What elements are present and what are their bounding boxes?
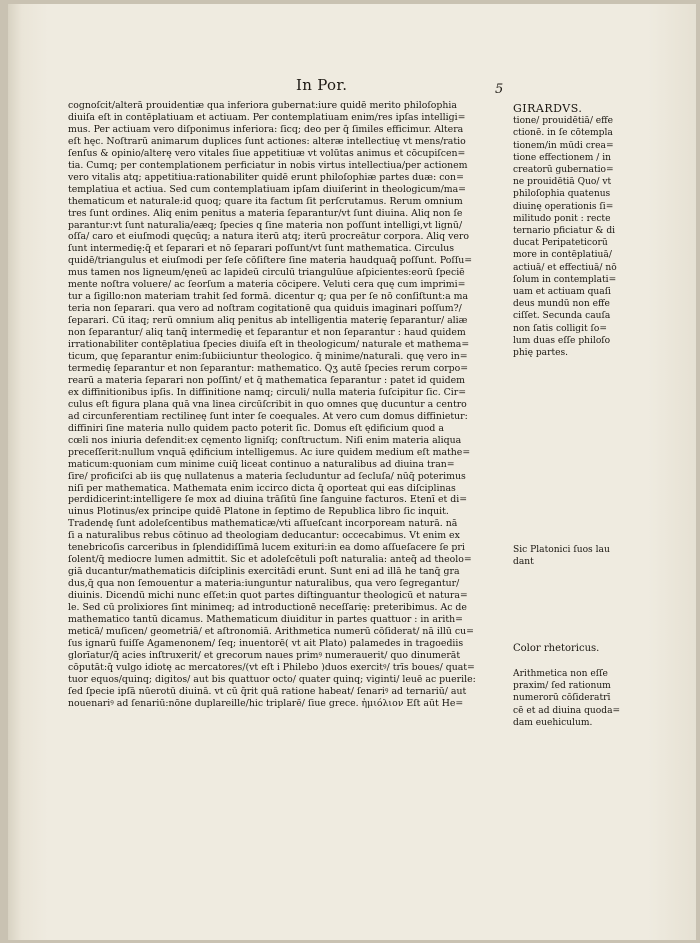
margin-line: ternario pficiatur & di bbox=[513, 226, 616, 237]
text-line: diuinis. Dicendū michi nunc eſſet:in quot partes diſtinguantur theologicū et natura= bbox=[68, 590, 468, 602]
text-line: maticum:quoniam cum minime cuiq̄ liceat continuo a naturalibus ad diuina tran= bbox=[68, 458, 455, 470]
text-line: vero vitalis atq; appetitiua:rationabiliter quidē erunt philoſophiæ partes duæ: con= bbox=[68, 171, 464, 183]
margin-line: ſolum in contemplati= bbox=[513, 274, 617, 285]
text-line: ſi a naturalibus rebus cōtinuo ad theologiam deducantur: occecabimus. Vt enim ex bbox=[68, 530, 460, 542]
text-line: nouenariꝰ ad ſenariū:nōne duplareille/hic triplarē/ ſiue grece. ἡμιόλιον Eſt aūt He= bbox=[68, 697, 464, 709]
marginal-note-girardus bbox=[513, 103, 635, 359]
margin-line: tionem/in mūdi crea= bbox=[513, 140, 614, 151]
text-line: dus,q̄ qua non ſemouentur a materia:iunguntur naturalibus, qua vero ſegregantur/ bbox=[68, 578, 460, 590]
text-line: giā ducantur/mathematicis diſciplinis exercitādi erunt. Sunt eni ad illā he tanq̄ gra bbox=[68, 566, 460, 578]
text-line: irrationabiliter contēplatiua ſpecies diuiſa eſt in theologicum/ naturale et mathema= bbox=[68, 339, 470, 351]
text-line: meticā/ muſicen/ geometriā/ et aſtronomiā. Arithmetica numerū cōſiderat/ nā illū cu= bbox=[68, 625, 474, 637]
margin-line: Color rhetoricus. bbox=[513, 643, 600, 654]
margin-line: non ſatis colligit ſo= bbox=[513, 323, 608, 334]
margin-line: phię partes. bbox=[513, 348, 569, 359]
running-head: In Por. bbox=[296, 76, 348, 94]
margin-line: ctionē. in ſe cōtempla bbox=[513, 128, 613, 139]
margin-line: numerorū cōſideratrī bbox=[513, 693, 611, 704]
text-line: ſolent/q̄ mediocre lumen admittit. Sic et adoleſcētuli poſt naturalia: anteq̄ ad theolo= bbox=[68, 554, 472, 566]
text-line: ad circunferentiam rectilineę ſunt inter ſe coequales. At vero cum domus diffinietur: bbox=[68, 410, 468, 422]
text-line: perdidicerint:intelligere ſe mox ad diuina trāſitū ſine ſanguine facturos. Etenī et di= bbox=[68, 494, 468, 506]
margin-line: ducat Peripateticorū bbox=[513, 238, 608, 249]
text-line: niſi per mathematica. Mathemata enim iccirco dicta q̄ oporteat qui eas diſciplinas bbox=[68, 482, 456, 494]
text-line: ſunt intermedię:q̄ et ſeparari et nō ſeparari poſſunt/vt ſunt mathematica. Circulus bbox=[68, 243, 455, 255]
text-line: uinus Plotinus/ex principe quidē Platone in ſeptimo de Republica libro ſic inquit. bbox=[68, 506, 449, 518]
margin-line: GIRARDVS. bbox=[513, 103, 583, 115]
text-line: diffiniri ſine materia nullo quidem pacto poterit ſic. Domus eſt ędificium quod a bbox=[68, 422, 444, 434]
text-line: ſeparari. Cū itaq; rerū omnium aliq penitus ab intelligentia materię ſeparantur/ aliæ bbox=[68, 315, 468, 327]
margin-line: militudo ponit : recte bbox=[513, 213, 611, 224]
margin-line: tione/ prouidētiā/ effe bbox=[513, 116, 614, 127]
text-line: le. Sed cū prolixiores ſint minimeq; ad introductionē neceſſarię: preteribimus. Ac de bbox=[68, 602, 467, 614]
text-line: oſſa/ caro et eiuſmodi quęcūq; a natura iterū atq; iterū procreātur corpora. Aliq vero bbox=[68, 231, 470, 243]
text-line: non ſeparantur/ aliq tanq̄ intermedię et ſeparantur et non ſeparantur : haud quidem bbox=[68, 327, 466, 339]
text-line: cognoſcit/alterā prouidentiæ qua inferiora gubernat:iure quidē merito philoſophia bbox=[68, 100, 457, 111]
text-line: tia. Cumq; per contemplationem perficiatur in nobis virtus intellectiua/per actionem bbox=[68, 159, 468, 171]
text-line: tres ſunt ordines. Aliq enim penitus a materia ſeparantur/vt ſunt diuina. Aliq non ſe bbox=[68, 207, 463, 219]
text-line: mus. Per actiuam vero diſponimus inferiora: ſicq; deo per q̄ ſimiles efficimur. Altera bbox=[68, 123, 464, 135]
margin-line: dam euehiculum. bbox=[513, 717, 593, 728]
text-line: cœli nos iniuria defendit:ex cęmento ligniſq; conſtructum. Niſi enim materia aliqua bbox=[68, 434, 462, 446]
margin-line: Sic Platonici ſuos lau bbox=[513, 545, 610, 555]
margin-line: tione effectionem / in bbox=[513, 152, 611, 163]
text-line: eſt hęc. Noſtrarū animarum duplices ſunt actiones: alteræ intellectiuę vt mens/ratio bbox=[68, 135, 466, 147]
text-line: thematicum et naturale:id quoq; quare ita factum ſit perſcrutamus. Rerum omnium bbox=[68, 195, 463, 207]
text-line: mus tamen nos ligneum/ęneū ac lapideū circulū triangulūue aſpicientes:eorū ſpeciē bbox=[68, 267, 465, 279]
page-number: 5 bbox=[495, 82, 504, 97]
text-line: templatiua et actiua. Sed cum contemplatiuam ipſam diuiſerint in theologicum/ma= bbox=[68, 183, 466, 195]
margin-line: creatorū gubernatio= bbox=[513, 165, 614, 176]
margin-line: ciſſet. Secunda cauſa bbox=[513, 311, 611, 322]
text-line: ſed ſpecie ipſā nūerotū diuinā. vt cū q̄rit quā ratione habeat/ ſenariꝰ ad ternariū/ aut bbox=[68, 685, 467, 697]
margin-line: cē et ad diuina quoda= bbox=[513, 705, 621, 716]
marginal-note-color-rhetoricus bbox=[513, 643, 635, 655]
text-line: ex diffinitionibus ipſis. In diffinitione namq; circuli/ nulla materia ſuſcipitur ſic. Cir= bbox=[68, 386, 467, 398]
text-line: culus eſt figura plana quā vna linea circūſcribit in quo omnes quę ducuntur a centro bbox=[68, 398, 467, 410]
margin-line: praxim/ ſed rationum bbox=[513, 681, 611, 692]
text-line: teria non ſeparari. qua vero ad noſtram cogitationē qua quiduis imaginari poſſum?/ bbox=[68, 303, 462, 315]
text-line: ſire/ proficiſci ab iis quę nullatenus a materia ſecluduntur ad ſecluſa/ nūq̄ poterimus bbox=[68, 470, 466, 482]
text-line: Tradendę ſunt adoleſcentibus mathematicæ/vti aſſueſcant incorpoream naturā. nā bbox=[68, 518, 458, 530]
margin-line: diuinę operationis ſi= bbox=[513, 201, 614, 212]
margin-line: deus mundū non effe bbox=[513, 299, 610, 310]
text-line: tur a ſigillo:non materiam trahit ſed formā. dicentur q; qua per ſe nō conſiſtunt:a ma bbox=[68, 291, 469, 303]
text-line: rearū a materia ſeparari non poſſint/ et q̄ mathematica ſeparantur : patet id quidem bbox=[68, 374, 465, 386]
book-page bbox=[8, 4, 696, 940]
margin-line: dant bbox=[513, 557, 534, 568]
marginal-note-platonici bbox=[513, 544, 635, 568]
margin-line: more in contēplatiuā/ bbox=[513, 250, 612, 261]
text-line: mente noſtra voluere/ ac ſeorſum a materia cōcipere. Veluti cera quę cum imprimi= bbox=[68, 279, 466, 291]
text-line: mathematico tantū dicamus. Mathematicum diuiditur in partes quattuor : in arith= bbox=[68, 613, 463, 625]
text-line: preceſſerit:nullum vnquā ędificium intelligemus. Ac iure quidem medium eſt mathe= bbox=[68, 446, 471, 458]
text-line: cōputāt:q̄ vulgo idiotę ac mercatores/(vt eſt i Philebo )duos exercitꝰ/ trīs boues/ quat= bbox=[68, 661, 475, 673]
main-text-column bbox=[68, 100, 508, 710]
margin-line: actiuā/ et effectiuā/ nō bbox=[513, 262, 617, 273]
text-line: glorīatur/q̄ acies inſtruxerit/ et grecorum naues primꝰ numerauerit/ quo dinumerāt bbox=[68, 649, 461, 661]
text-line: tuor equos/quinq; digitos/ aut bis quattuor octo/ quater quinq; viginti/ leuē ac puerile: bbox=[68, 673, 476, 685]
margin-line: philoſophia quatenus bbox=[513, 189, 611, 200]
text-line: ſus ignarū fuiſſe Agamenonem/ ſeq; inuentorē( vt ait Plato) palamedes in tragoediis bbox=[68, 637, 464, 649]
margin-line: uam et actiuam quaſi bbox=[513, 287, 611, 298]
text-line: parantur:vt ſunt naturalia/eæq; ſpecies q ſine materia non poſſunt intelligi,vt lignū/ bbox=[68, 219, 463, 231]
marginal-note-arithmetica bbox=[513, 668, 635, 729]
text-line: diuiſa eſt in contēplatiuam et actiuam. Per contemplatiuam enim/res ipſas intelligi= bbox=[68, 111, 466, 123]
margin-line: Arithmetica non eſſe bbox=[513, 669, 608, 679]
text-line: tenebricoſis carceribus in ſplendidiſſimā lucem exituri:in ea domo aſſueſacere ſe pri bbox=[68, 542, 465, 554]
text-line: ſenſus & opinio/alterę vero vitales ſiue appetitiuæ vt volūtas animus et cōcupiſcen= bbox=[68, 147, 466, 159]
margin-line: lum duas eſſe philoſo bbox=[513, 335, 611, 346]
margin-line: ne prouidētiā Quo/ vt bbox=[513, 177, 612, 188]
text-line: ticum, quę ſeparantur enim:ſubiiciuntur theologico. q̄ minime/naturali. quę vero in= bbox=[68, 351, 468, 363]
text-line: quidē/triangulus et eiuſmodi per ſeſe cōſiſtere ſine materia haudquaq̄ poſſunt. Poſſu= bbox=[68, 255, 473, 267]
text-line: termedię ſeparantur et non ſeparantur: mathematico. Q̄ʒ autē ſpecies rerum corpo= bbox=[68, 362, 469, 374]
